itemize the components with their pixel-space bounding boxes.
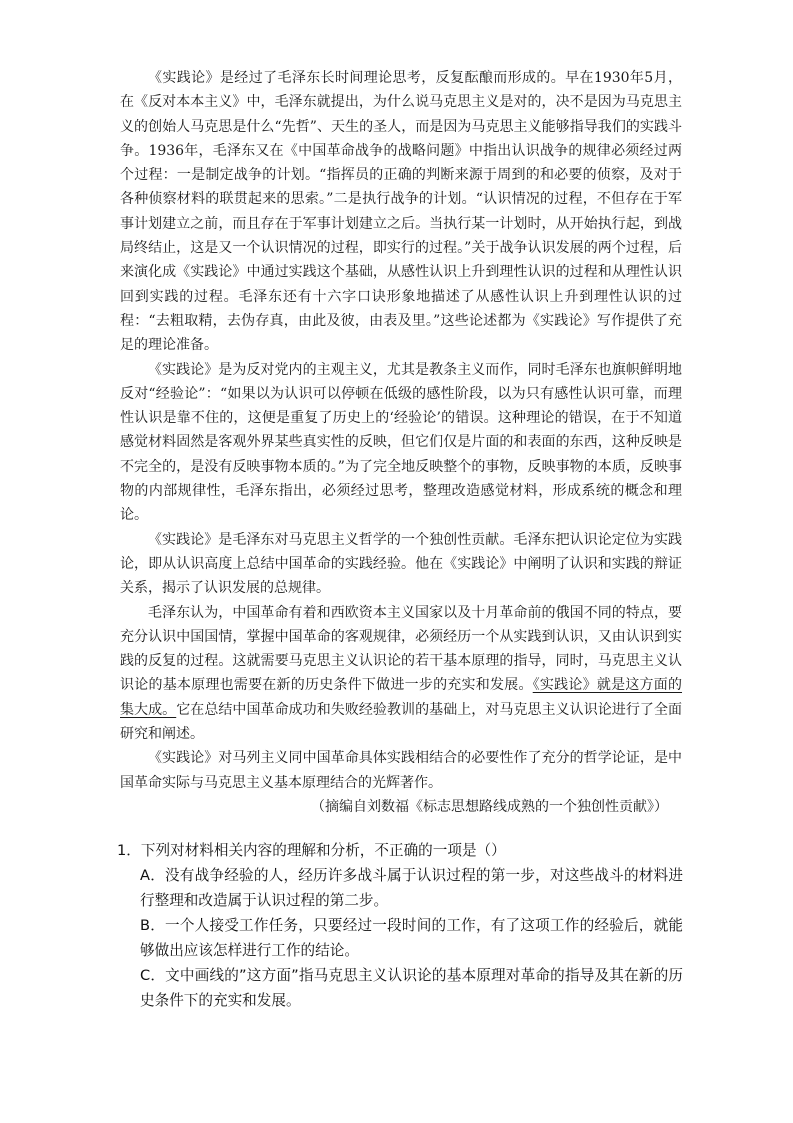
paragraph-4-text-a: 毛泽东认为，中国革命有着和西欧资本主义国家以及十月革命前的俄国不同的特点，要充分认识中国国情，掌握中国革命的客观规律，必须经历一个从实践到认识，又由认识到实践的反复的过程。这就需要马克思主义认识论的若干基本原理的指导，同时，马克思主义认识论的基本原理也需要在新的历史条件下做进一步的充实和发展。 bbox=[120, 604, 682, 694]
passage-paragraph-3: 《实践论》是毛泽东对马克思主义哲学的一个独创性贡献。毛泽东把认识论定位为实践论，即从认识高度上总结中国革命的实践经验。他在《实践论》中阐明了认识和实践的辩证关系，揭示了认识发展的总规律。 bbox=[120, 531, 682, 597]
question-stem: 1．下列对材料相关内容的理解和分析，不正确的一项是（） bbox=[117, 842, 506, 859]
option-a[interactable]: A．没有战争经验的人，经历许多战斗属于认识过程的第一步，对这些战斗的材料进行整理和改造属于认识过程的第二步。 bbox=[140, 867, 683, 909]
passage-paragraph-5: 《实践论》对马列主义同中国革命具体实践相结合的必要性作了充分的哲学论证，是中国革命实际与马克思主义基本原理结合的光辉著作。 bbox=[120, 750, 682, 791]
option-b[interactable]: B．一个人接受工作任务，只要经过一段时间的工作，有了这项工作的经验后，就能够做出应该怎样进行工作的结论。 bbox=[140, 917, 683, 959]
passage-paragraph-4 bbox=[120, 601, 682, 747]
option-c[interactable]: C．文中画线的”这方面”指马克思主义认识论的基本原理对革命的指导及其在新的历史条件下的充实和发展。 bbox=[140, 967, 683, 1009]
question-block bbox=[117, 838, 683, 1013]
underlined-sentence: 《实践论》就是这方面的集大成。 bbox=[120, 677, 683, 718]
reading-passage bbox=[120, 66, 682, 819]
passage-source-citation: （摘编自刘数福《标志思想路线成熟的一个独创性贡献》） bbox=[311, 798, 668, 815]
passage-paragraph-1: 《实践论》是经过了毛泽东长时间理论思考，反复酝酿而形成的。早在1930年5月，在《反对本本主义》中，毛泽东就提出，为什么说马克思主义是对的，决不是因为马克思主义的创始人马克思是什么“先哲”、天生的圣人，而是因为马克思主义能够指导我们的实践斗争。1936年，毛泽东又在《中国革命战争的战略问题》中指出认识战争的规律必须经过两个过程：一是制定战争的计划。“指挥员的正确的判断来源于周到的和必要的侦察，及对于各种侦察材料的联贯起来的思索。”二是执行战争的计划。“认识情况的过程，不但存在于军事计划建立之前，而且存在于军事计划建立之后。当执行某一计划时，从开始执行起，到战局终结止，这是又一个认识情况的过程，即实行的过程。”关于战争认识发展的两个过程，后来演化成《实践论》中通过实践这个基础，从感性认识上升到理性认识的过程和从理性认识回到实践的过程。毛泽东还有十六字口诀形象地描述了从感性认识上升到理性认识的过程：“去粗取精，去伪存真，由此及彼，由表及里。”这些论述都为《实践论》写作提供了充足的理论准备。 bbox=[120, 70, 682, 354]
passage-paragraph-2: 《实践论》是为反对党内的主观主义，尤其是教条主义而作，同时毛泽东也旗帜鲜明地反对“经验论”：“如果以为认识可以停顿在低级的感性阶段，以为只有感性认识可靠，而理性认识是靠不住的，这便是重复了历史上的‘经验论’的错误。这种理论的错误，在于不知道感觉材料固然是客观外界某些真实性的反映，但它们仅是片面的和表面的东西，这种反映是不完全的，是没有反映事物本质的。”为了完全地反映整个的事物，反映事物的本质，反映事物的内部规律性，毛泽东指出，必须经过思考，整理改造感觉材料，形成系统的概念和理论。 bbox=[120, 361, 682, 524]
paragraph-4-text-b: 它在总结中国革命成功和失败经验教训的基础上，对马克思主义认识论进行了全面研究和阐述。 bbox=[120, 701, 683, 743]
